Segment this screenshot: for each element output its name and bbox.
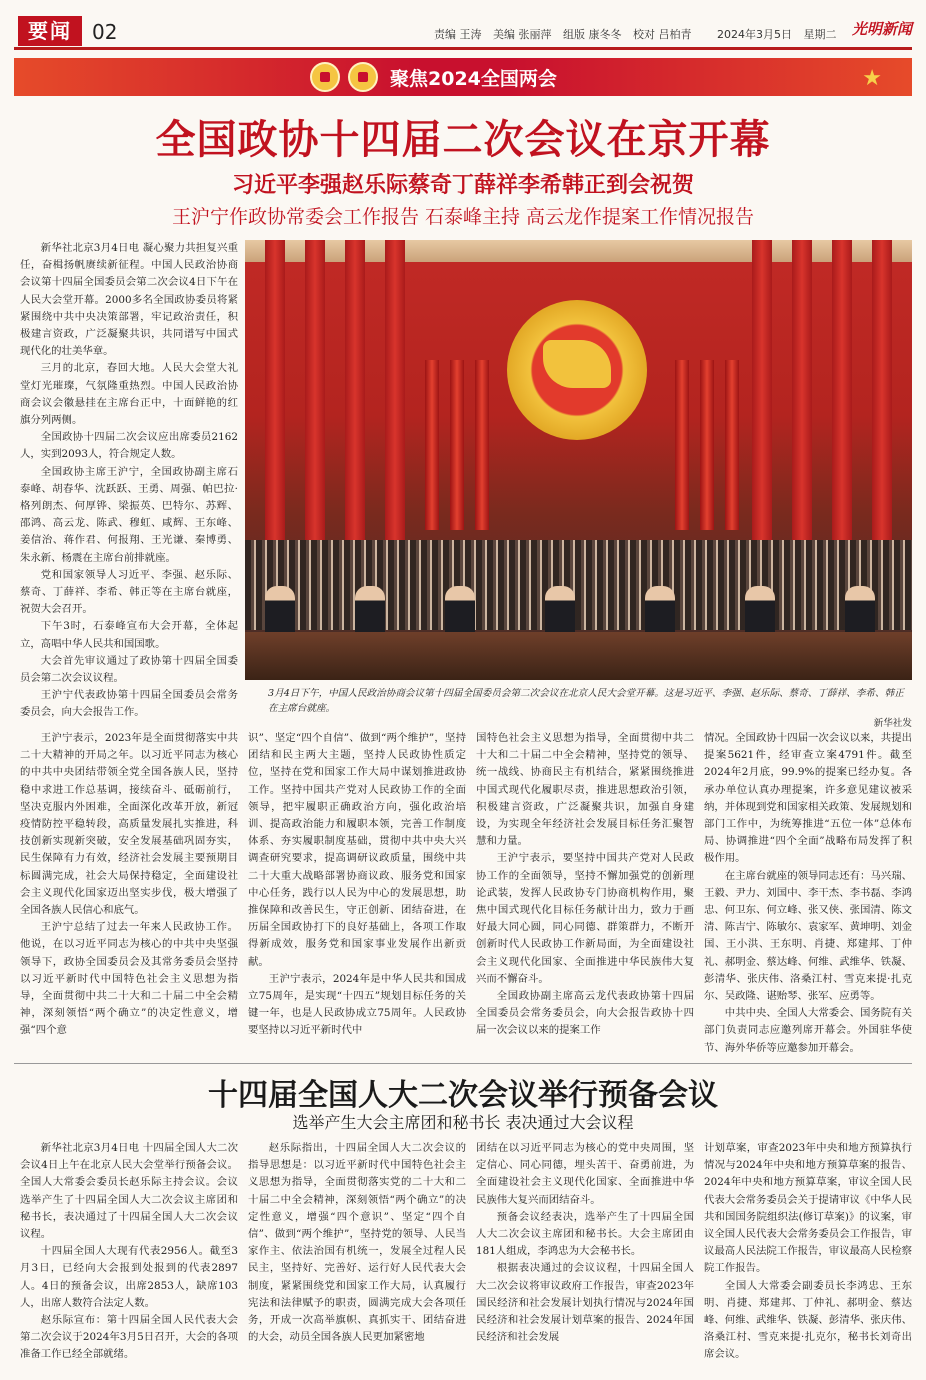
photo-flag — [475, 360, 489, 530]
photo-person — [645, 586, 675, 634]
paragraph: 情况。全国政协十四届一次会议以来，共提出提案5621件，经审查立案4791件。截至2024年2月底，99.9%的提案已经办复。各承办单位认真办理提案，许多意见建议被采纳，并体现到党和国家相关政策、发展规划和部门工作中，为统筹推进“五位一体”总体布局、协调推进“四个全面”战略布局发挥了积极作用。 — [704, 732, 912, 865]
editor-credits — [434, 26, 845, 42]
paragraph: 王沪宁表示，2024年是中华人民共和国成立75周年，是实现“十四五”规划目标任务的关键一年，也是人民政协成立75周年。人民政协要坚持以习近平新时代中 — [248, 972, 466, 1037]
proofread-credit: 校对 吕柏青 — [633, 28, 692, 41]
photo-person — [545, 586, 575, 634]
main-subhead: 习近平李强赵乐际蔡奇丁薛祥李希韩正到会祝贺 — [231, 173, 694, 198]
photo-flag — [700, 360, 714, 530]
second-headline: 十四届全国人大二次会议举行预备会议 — [208, 1078, 718, 1113]
paragraph: 在主席台就座的领导同志还有：马兴瑞、王毅、尹力、刘国中、李干杰、李书磊、李鸿忠、何卫东、何立峰、张又侠、张国清、陈文清、陈吉宁、陈敏尔、袁家军、黄坤明、刘金国、王小洪、王东明、肖捷、郑建邦、丁仲礼、郝明金、蔡达峰、何维、武维华、铁凝、彭清华、张庆伟、洛桑江村、雪克来提·扎克尔、吴政隆、谌贻琴、张军、应勇等。 — [704, 869, 912, 1003]
paragraph: 计划草案，审查2023年中央和地方预算执行情况与2024年中央和地方预算草案的报告、2024年中央和地方预算草案，审议全国人民代表大会常务委员会关于提请审议《中华人民共和国国务院组织法(修订草案)》的议案，审议全国人民代表大会常务委员会工作报告，审议最高人民法院工作报告，审议最高人民检察院工作报告。 — [704, 1142, 912, 1275]
cppcc-emblem-icon — [348, 62, 378, 92]
paragraph: 全国政协副主席高云龙代表政协第十四届全国委员会常务委员会，向大会报告政协十四届一次会议以来的提案工作 — [476, 990, 694, 1037]
issue-weekday: 星期二 — [803, 28, 837, 41]
paragraph: 新华社北京3月4日电 凝心聚力共担复兴重任，奋楫扬帆赓续新征程。中国人民政治协商会议第十四届全国委员会第二次会议4日下午在人民大会堂开幕。2000多名全国政协委员将紧紧围绕中共中央决策部署，牢记政治责任，积极建言资政，广泛凝聚共识，共同谱写中国式现代化的壮美华章。 — [20, 242, 238, 358]
photo-leaders — [245, 580, 912, 634]
article2-column-4 — [704, 1140, 912, 1372]
photo-curtain — [305, 240, 325, 540]
paragraph: 王沪宁代表政协第十四届全国委员会常务委员会，向大会报告工作。 — [20, 689, 238, 719]
article-left-column — [20, 240, 238, 730]
star-icon: ★ — [862, 66, 882, 91]
paragraph: 国特色社会主义思想为指导，全面贯彻中共二十大和二十届二中全会精神，坚持党的领导、统一战线、协商民主有机结合，紧紧围绕推进中国式现代化履职尽责，推进思想政治引领，积极建言资政，广泛凝聚共识，加强自身建设，为实现全年经济社会发展目标任务汇聚智慧和力量。 — [476, 732, 694, 848]
editor-credit: 责编 王涛 — [434, 28, 482, 41]
photo-person — [355, 586, 385, 634]
paragraph: 团结在以习近平同志为核心的党中央周围，坚定信心、同心同德，埋头苦干、奋勇前进，为全面建设社会主义现代化国家、全面推进中华民族伟大复兴而团结奋斗。 — [476, 1142, 694, 1206]
newspaper-logo: 光明新闻 — [851, 20, 912, 38]
photo-flag — [425, 360, 439, 530]
banner-title: 聚焦2024全国两会 — [390, 68, 557, 90]
page-number: 02 — [92, 20, 118, 44]
photo-curtain — [792, 240, 812, 540]
paragraph: 十四届全国人大现有代表2956人。截至3月3日，已经向大会报到处报到的代表2897人。4日的预备会议，出席2853人，缺席103人，出席人数符合法定人数。 — [20, 1245, 238, 1309]
main-headline: 全国政协十四届二次会议在京开幕 — [155, 117, 771, 163]
photo-caption-text: 3月4日下午，中国人民政治协商会议第十四届全国委员会第二次会议在北京人民大会堂开幕。这是习近平、李强、赵乐际、蔡奇、丁薛祥、李希、韩正在主席台就座。 — [268, 688, 904, 714]
paragraph: 预备会议经表决，选举产生了十四届全国人大二次会议主席团和秘书长。大会主席团由181人组成，李鸿忠为大会秘书长。 — [476, 1210, 694, 1258]
article2-column-2 — [248, 1140, 466, 1372]
paragraph: 全国政协主席王沪宁，全国政协副主席石泰峰、胡春华、沈跃跃、王勇、周强、帕巴拉·格列朗杰、何厚铧、梁振英、巴特尔、苏辉、邵鸿、高云龙、陈武、穆虹、咸辉、王东峰、姜信治、蒋作君、何报翔、王光谦、秦博勇、朱永新、杨震在主席台前排就座。 — [20, 465, 238, 564]
article-column-2 — [248, 730, 466, 1060]
section-tag: 要闻 — [18, 16, 82, 46]
article-column-4 — [704, 730, 912, 1060]
photo-curtain — [832, 240, 852, 540]
paragraph: 王沪宁表示，2023年是全面贯彻落实中共二十大精神的开局之年。以习近平同志为核心的中共中央团结带领全党全国各族人民，坚持稳中求进工作总基调，接续奋斗、砥砺前行，坚决克服内外困难，全面深化改革开放，新冠疫情防控平稳转段，高质量发展扎实推进，科技创新实现新突破，安全发展基础巩固夯实，民生保障有力有效，经济社会发展主要预期目标圆满完成，社会大局保持稳定，全面建设社会主义现代化国家迈出坚实步伐，极大增强了全国各族人民信心和底气。 — [20, 732, 238, 917]
photo-flag — [725, 360, 739, 530]
photo-curtain — [345, 240, 365, 540]
main-subhead-secondary: 王沪宁作政协常委会工作报告 石泰峰主持 高云龙作提案工作情况报告 — [171, 206, 755, 228]
paragraph: 王沪宁总结了过去一年来人民政协工作。他说，在以习近平同志为核心的中共中央坚强领导下，政协全国委员会及其常务委员会坚持以习近平新时代中国特色社会主义思想为指导，全面贯彻中共二十大和二十届二中全会精神，深刻领悟“两个确立”的决定性意义，增强“四个意 — [20, 921, 238, 1037]
masthead — [14, 14, 912, 50]
photo-flag — [450, 360, 464, 530]
paragraph: 党和国家领导人习近平、李强、赵乐际、蔡奇、丁薛祥、李希、韩正等在主席台就座，祝贺大会召开。 — [20, 568, 238, 616]
photo-person — [445, 586, 475, 634]
photo-credit: 新华社发 — [873, 718, 912, 729]
paragraph: 赵乐际指出，十四届全国人大二次会议的指导思想是：以习近平新时代中国特色社会主义思想为指导，全面贯彻落实党的二十大和二十届二中全会精神，深刻领悟“两个确立”的决定性意义，增强“四个意识”、坚定“四个自信”、做到“两个维护”，坚持党的领导、人民当家作主、依法治国有机统一，发展全过程人民民主，坚持好、完善好、运行好人民代表大会制度，紧紧围绕党和国家工作大局，认真履行宪法和法律赋予的职责，圆满完成大会各项任务，开成一次高举旗帜、真抓实干、团结奋进的大会，动员全国各族人民更加紧密地 — [248, 1142, 466, 1344]
photo-person — [265, 586, 295, 634]
designer-credit: 美编 张丽萍 — [493, 28, 552, 41]
photo-flag — [675, 360, 689, 530]
article-column-3 — [476, 730, 694, 1060]
topic-banner — [14, 58, 912, 96]
paragraph: 根据表决通过的会议议程，十四届全国人大二次会议将审议政府工作报告，审查2023年国民经济和社会发展计划执行情况与2024年国民经济和社会发展计划草案的报告、2024年国民经济和社会发展 — [476, 1262, 694, 1344]
paragraph: 新华社北京3月4日电 十四届全国人大二次会议4日上午在北京人民大会堂举行预备会议。全国人大常委会委员长赵乐际主持会议。会议选举产生了十四届全国人大二次会议主席团和秘书长，表决通过了十四届全国人大二次会议议程。 — [20, 1142, 238, 1241]
issue-date: 2024年3月5日 — [717, 28, 792, 41]
paragraph: 下午3时，石泰峰宣布大会开幕，全体起立，高唱中华人民共和国国歌。 — [20, 620, 238, 650]
paragraph: 三月的北京，春回大地。人民大会堂大礼堂灯光璀璨，气氛隆重热烈。中国人民政治协商会议会徽悬挂在主席台正中，十面鲜艳的红旗分列两侧。 — [20, 362, 238, 427]
paragraph: 全国政协十四届二次会议应出席委员2162人，实到2093人，符合规定人数。 — [20, 431, 238, 461]
news-photo — [245, 240, 912, 680]
photo-person — [745, 586, 775, 634]
section-divider — [14, 1063, 912, 1064]
photo-curtain — [752, 240, 772, 540]
article2-column-3 — [476, 1140, 694, 1372]
photo-curtain — [265, 240, 285, 540]
photo-person — [845, 586, 875, 634]
cppcc-emblem-icon — [507, 300, 647, 440]
paragraph: 识”、坚定“四个自信”、做到“两个维护”，坚持团结和民主两大主题，坚持人民政协性质定位，坚持在党和国家工作大局中谋划推进政协工作。坚持中国共产党对人民政协工作的全面领导，把牢履职正确政治方向，强化政治培训、提高政治能力和履职本领，完善工作制度体系、夯实履职制度基础，贯彻中共中央大兴调查研究要求，提高调研议政质量，围绕中共二十大重大战略部署协商议政、服务党和国家中心任务，践行以人民为中心的发展思想，助推保障和改善民生，守正创新、团结奋进，在历届全国政协打下的良好基础上，各项工作取得新成效，服务党和国家事业发展作出新贡献。 — [248, 732, 466, 968]
second-subhead: 选举产生大会主席团和秘书长 表决通过大会议程 — [292, 1113, 634, 1132]
paragraph: 赵乐际宣布：第十四届全国人民代表大会第二次会议于2024年3月5日召开，大会的各项准备工作已经全部就绪。 — [20, 1314, 238, 1361]
paragraph: 王沪宁表示，要坚持中国共产党对人民政协工作的全面领导，坚持不懈加强党的创新理论武装，发挥人民政协专门协商机构作用，聚焦中国式现代化目标任务献计出力，致力于画好最大同心圆，同心同德、群策群力，不断开创新时代人民政协工作新局面，为全面建设社会主义现代化国家、全面推进中华民族伟大复兴而不懈奋斗。 — [476, 852, 694, 985]
photo-curtain — [385, 240, 405, 540]
paragraph: 中共中央、全国人大常委会、国务院有关部门负责同志应邀列席开幕会。外国驻华使节、海外华侨等应邀参加开幕会。 — [704, 1007, 912, 1054]
article2-column-1 — [20, 1140, 238, 1372]
national-emblem-icon — [310, 62, 340, 92]
photo-caption — [268, 686, 912, 731]
paragraph: 全国人大常委会副委员长李鸿忠、王东明、肖捷、郑建邦、丁仲礼、郝明金、蔡达峰、何维、武维华、铁凝、彭清华、张庆伟、洛桑江村、雪克来提·扎克尔，秘书长刘奇出席会议。 — [704, 1279, 912, 1361]
photo-curtain — [872, 240, 892, 540]
article-column-1 — [20, 730, 238, 1060]
photo-table — [245, 632, 912, 680]
paragraph: 大会首先审议通过了政协第十四届全国委员会第二次会议议程。 — [20, 654, 238, 685]
layout-credit: 组版 康冬冬 — [563, 28, 622, 41]
